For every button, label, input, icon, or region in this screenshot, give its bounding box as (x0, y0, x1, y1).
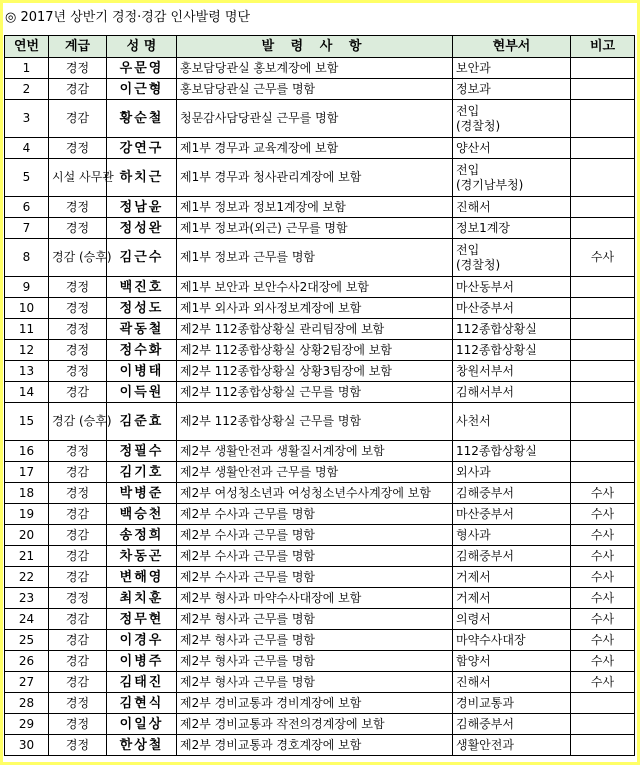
row-order: 제2부 형사과 근무를 명함 (177, 651, 453, 672)
row-rank: 경정 (49, 298, 107, 319)
table-row (5, 588, 635, 609)
row-no: 26 (5, 651, 49, 672)
row-no: 25 (5, 630, 49, 651)
table-header-row (5, 36, 635, 58)
row-rank: 경정 (49, 735, 107, 756)
row-name: 김현식 (107, 693, 177, 714)
row-note (571, 714, 635, 735)
row-current-dept: 112종합상황실 (453, 340, 571, 361)
row-rank: 경감 (49, 672, 107, 693)
row-note: 수사 (571, 546, 635, 567)
header-order: 발 령 사 항 (177, 36, 453, 58)
row-note (571, 319, 635, 340)
row-name: 송정희 (107, 525, 177, 546)
row-name: 김준효 (107, 403, 177, 441)
row-current-dept: 함양서 (453, 651, 571, 672)
row-order: 제2부 112종합상황실 관리팀장에 보함 (177, 319, 453, 340)
row-note (571, 403, 635, 441)
row-order: 제2부 형사과 마약수사대장에 보함 (177, 588, 453, 609)
table-row (5, 714, 635, 735)
row-rank: 시설 사무관 (49, 159, 107, 197)
row-note (571, 340, 635, 361)
table-row (5, 504, 635, 525)
row-name: 변해영 (107, 567, 177, 588)
row-note (571, 100, 635, 138)
table-row (5, 651, 635, 672)
row-no: 29 (5, 714, 49, 735)
row-no: 16 (5, 441, 49, 462)
row-current-dept: 김해서부서 (453, 382, 571, 403)
row-note (571, 382, 635, 403)
row-note (571, 693, 635, 714)
row-current-dept: 거제서 (453, 588, 571, 609)
row-rank: 경감 (49, 504, 107, 525)
row-order: 제2부 형사과 근무를 명함 (177, 672, 453, 693)
table-row (5, 525, 635, 546)
row-name: 백진호 (107, 277, 177, 298)
row-note: 수사 (571, 588, 635, 609)
row-note (571, 218, 635, 239)
row-order: 제1부 정보과(외근) 근무를 명함 (177, 218, 453, 239)
row-current-dept: 김해중부서 (453, 546, 571, 567)
row-rank: 경감 (49, 630, 107, 651)
row-rank: 경감 (49, 79, 107, 100)
row-no: 7 (5, 218, 49, 239)
row-name: 정무현 (107, 609, 177, 630)
row-current-dept: 진해서 (453, 197, 571, 218)
row-no: 28 (5, 693, 49, 714)
row-order: 제2부 수사과 근무를 명함 (177, 567, 453, 588)
row-order: 제2부 수사과 근무를 명함 (177, 546, 453, 567)
row-note (571, 441, 635, 462)
row-rank: 경정 (49, 197, 107, 218)
row-rank: 경감 (49, 462, 107, 483)
row-no: 5 (5, 159, 49, 197)
row-name: 황순철 (107, 100, 177, 138)
row-rank: 경감 (승후) (49, 403, 107, 441)
header-rank: 계급 (49, 36, 107, 58)
row-note (571, 138, 635, 159)
row-order: 제2부 112종합상황실 상황2팀장에 보함 (177, 340, 453, 361)
row-rank: 경감 (49, 100, 107, 138)
roster-sheet (3, 3, 637, 762)
row-no: 14 (5, 382, 49, 403)
row-current-dept: 마약수사대장 (453, 630, 571, 651)
row-order: 제2부 형사과 근무를 명함 (177, 630, 453, 651)
row-no: 6 (5, 197, 49, 218)
table-row (5, 79, 635, 100)
table-row (5, 672, 635, 693)
row-no: 10 (5, 298, 49, 319)
row-name: 최치훈 (107, 588, 177, 609)
row-current-dept: 의령서 (453, 609, 571, 630)
row-note (571, 298, 635, 319)
row-order: 제2부 경비교통과 경호계장에 보함 (177, 735, 453, 756)
table-row (5, 100, 635, 138)
row-current-dept: 정보과 (453, 79, 571, 100)
table-row (5, 382, 635, 403)
row-note (571, 58, 635, 79)
row-order: 제2부 경비교통과 작전의경계장에 보함 (177, 714, 453, 735)
row-name: 곽동철 (107, 319, 177, 340)
row-current-dept: 정보1계장 (453, 218, 571, 239)
table-row (5, 159, 635, 197)
row-rank: 경감 (49, 525, 107, 546)
row-name: 한상철 (107, 735, 177, 756)
table-row (5, 319, 635, 340)
row-order: 제1부 정보과 정보1계장에 보함 (177, 197, 453, 218)
table-row (5, 441, 635, 462)
header-current-dept: 현부서 (453, 36, 571, 58)
row-note: 수사 (571, 672, 635, 693)
row-no: 24 (5, 609, 49, 630)
row-no: 20 (5, 525, 49, 546)
table-row (5, 340, 635, 361)
row-order: 제2부 112종합상황실 근무를 명함 (177, 382, 453, 403)
header-name: 성 명 (107, 36, 177, 58)
header-note: 비고 (571, 36, 635, 58)
row-name: 이득원 (107, 382, 177, 403)
row-name: 강연구 (107, 138, 177, 159)
row-order: 제1부 보안과 보안수사2대장에 보함 (177, 277, 453, 298)
row-order: 홍보담당관실 홍보계장에 보함 (177, 58, 453, 79)
row-current-dept: 양산서 (453, 138, 571, 159)
row-name: 이일상 (107, 714, 177, 735)
table-row (5, 197, 635, 218)
row-no: 30 (5, 735, 49, 756)
row-name: 우문영 (107, 58, 177, 79)
row-note (571, 735, 635, 756)
row-note: 수사 (571, 651, 635, 672)
row-order: 제2부 생활안전과 근무를 명함 (177, 462, 453, 483)
row-rank: 경정 (49, 588, 107, 609)
row-no: 13 (5, 361, 49, 382)
row-name: 김태진 (107, 672, 177, 693)
row-rank: 경정 (49, 340, 107, 361)
row-order: 제2부 수사과 근무를 명함 (177, 504, 453, 525)
row-name: 정성완 (107, 218, 177, 239)
row-order: 제2부 112종합상황실 근무를 명함 (177, 403, 453, 441)
row-rank: 경정 (49, 138, 107, 159)
table-row (5, 483, 635, 504)
row-current-dept: 전입 (경찰청) (453, 100, 571, 138)
row-note (571, 361, 635, 382)
row-current-dept: 김해중부서 (453, 483, 571, 504)
document-title: ◎ 2017년 상반기 경정·경감 인사발령 명단 (5, 10, 251, 25)
row-order: 제1부 경무과 교육계장에 보함 (177, 138, 453, 159)
table-row (5, 277, 635, 298)
table-row (5, 403, 635, 441)
row-name: 백승천 (107, 504, 177, 525)
row-current-dept: 전입 (경찰청) (453, 239, 571, 277)
row-current-dept: 보안과 (453, 58, 571, 79)
row-name: 이경우 (107, 630, 177, 651)
row-order: 제2부 경비교통과 경비계장에 보함 (177, 693, 453, 714)
table-row (5, 630, 635, 651)
row-name: 김기호 (107, 462, 177, 483)
table-row (5, 298, 635, 319)
row-rank: 경정 (49, 714, 107, 735)
row-name: 정필수 (107, 441, 177, 462)
row-rank: 경정 (49, 58, 107, 79)
row-order: 제2부 여성청소년과 여성청소년수사계장에 보함 (177, 483, 453, 504)
row-order: 제2부 112종합상황실 상황3팀장에 보함 (177, 361, 453, 382)
row-note: 수사 (571, 239, 635, 277)
row-note (571, 159, 635, 197)
row-name: 이근형 (107, 79, 177, 100)
row-no: 8 (5, 239, 49, 277)
row-note (571, 277, 635, 298)
row-name: 이병태 (107, 361, 177, 382)
row-rank: 경감 (49, 651, 107, 672)
row-current-dept: 사천서 (453, 403, 571, 441)
row-no: 9 (5, 277, 49, 298)
row-order: 홍보담당관실 근무를 명함 (177, 79, 453, 100)
table-row (5, 693, 635, 714)
row-order: 제1부 정보과 근무를 명함 (177, 239, 453, 277)
row-no: 4 (5, 138, 49, 159)
row-note: 수사 (571, 483, 635, 504)
row-no: 1 (5, 58, 49, 79)
header-no: 연번 (5, 36, 49, 58)
row-current-dept: 김해중부서 (453, 714, 571, 735)
table-row (5, 58, 635, 79)
row-no: 11 (5, 319, 49, 340)
row-rank: 경정 (49, 319, 107, 340)
row-current-dept: 112종합상황실 (453, 441, 571, 462)
table-row (5, 361, 635, 382)
row-current-dept: 외사과 (453, 462, 571, 483)
row-current-dept: 창원서부서 (453, 361, 571, 382)
row-no: 21 (5, 546, 49, 567)
table-row (5, 735, 635, 756)
row-note (571, 79, 635, 100)
row-rank: 경정 (49, 483, 107, 504)
row-name: 김근수 (107, 239, 177, 277)
row-no: 18 (5, 483, 49, 504)
row-rank: 경정 (49, 361, 107, 382)
row-current-dept: 마산중부서 (453, 504, 571, 525)
row-rank: 경정 (49, 277, 107, 298)
row-name: 하치근 (107, 159, 177, 197)
row-name: 정남윤 (107, 197, 177, 218)
row-no: 3 (5, 100, 49, 138)
personnel-table (4, 35, 635, 756)
row-no: 23 (5, 588, 49, 609)
row-current-dept: 거제서 (453, 567, 571, 588)
row-rank: 경감 (승후) (49, 239, 107, 277)
row-rank: 경감 (49, 609, 107, 630)
row-order: 제1부 경무과 청사관리계장에 보함 (177, 159, 453, 197)
row-order: 제2부 수사과 근무를 명함 (177, 525, 453, 546)
row-no: 22 (5, 567, 49, 588)
table-row (5, 462, 635, 483)
table-row (5, 218, 635, 239)
row-note (571, 462, 635, 483)
row-order: 제2부 형사과 근무를 명함 (177, 609, 453, 630)
row-no: 12 (5, 340, 49, 361)
row-current-dept: 전입 (경기남부청) (453, 159, 571, 197)
row-rank: 경감 (49, 546, 107, 567)
row-no: 27 (5, 672, 49, 693)
row-note: 수사 (571, 630, 635, 651)
row-current-dept: 마산동부서 (453, 277, 571, 298)
row-note (571, 197, 635, 218)
row-current-dept: 생활안전과 (453, 735, 571, 756)
table-row (5, 609, 635, 630)
row-order: 청문감사담당관실 근무를 명함 (177, 100, 453, 138)
row-no: 2 (5, 79, 49, 100)
row-name: 정성도 (107, 298, 177, 319)
row-order: 제1부 외사과 외사정보계장에 보함 (177, 298, 453, 319)
row-current-dept: 경비교통과 (453, 693, 571, 714)
row-rank: 경정 (49, 441, 107, 462)
row-note: 수사 (571, 609, 635, 630)
table-body (5, 58, 635, 756)
row-rank: 경정 (49, 218, 107, 239)
row-rank: 경정 (49, 693, 107, 714)
table-row (5, 567, 635, 588)
row-order: 제2부 생활안전과 생활질서계장에 보함 (177, 441, 453, 462)
row-no: 19 (5, 504, 49, 525)
table-row (5, 239, 635, 277)
table-row (5, 138, 635, 159)
row-name: 박병준 (107, 483, 177, 504)
row-no: 17 (5, 462, 49, 483)
row-name: 정수화 (107, 340, 177, 361)
row-note: 수사 (571, 567, 635, 588)
row-name: 이병주 (107, 651, 177, 672)
row-rank: 경감 (49, 382, 107, 403)
row-note: 수사 (571, 525, 635, 546)
row-current-dept: 112종합상황실 (453, 319, 571, 340)
row-rank: 경감 (49, 567, 107, 588)
row-current-dept: 형사과 (453, 525, 571, 546)
row-current-dept: 마산중부서 (453, 298, 571, 319)
table-row (5, 546, 635, 567)
row-name: 차동곤 (107, 546, 177, 567)
row-note: 수사 (571, 504, 635, 525)
row-no: 15 (5, 403, 49, 441)
row-current-dept: 진해서 (453, 672, 571, 693)
